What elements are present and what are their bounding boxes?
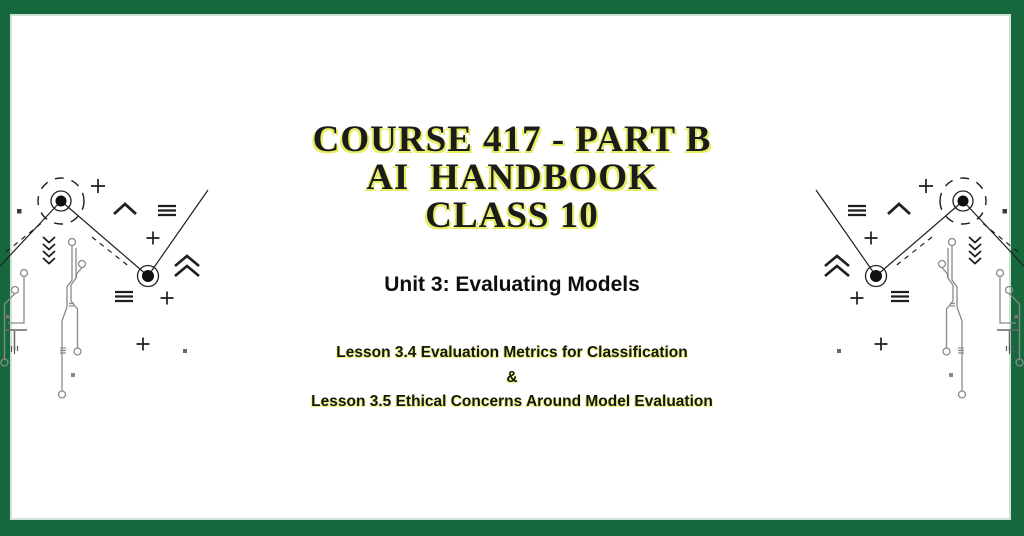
lesson-ampersand: &	[506, 368, 518, 386]
title-line-1: COURSE 417 - PART B	[312, 119, 712, 160]
title-line-2: AI HANDBOOK	[366, 157, 658, 198]
page-title	[0, 121, 1024, 235]
title-line-3: CLASS 10	[425, 195, 599, 236]
lesson-list	[0, 341, 1024, 415]
lesson-item: Lesson 3.4 Evaluation Metrics for Classification	[336, 344, 688, 361]
unit-subtitle: Unit 3: Evaluating Models	[384, 273, 640, 296]
lesson-item: Lesson 3.5 Ethical Concerns Around Model Evaluation	[311, 393, 713, 410]
